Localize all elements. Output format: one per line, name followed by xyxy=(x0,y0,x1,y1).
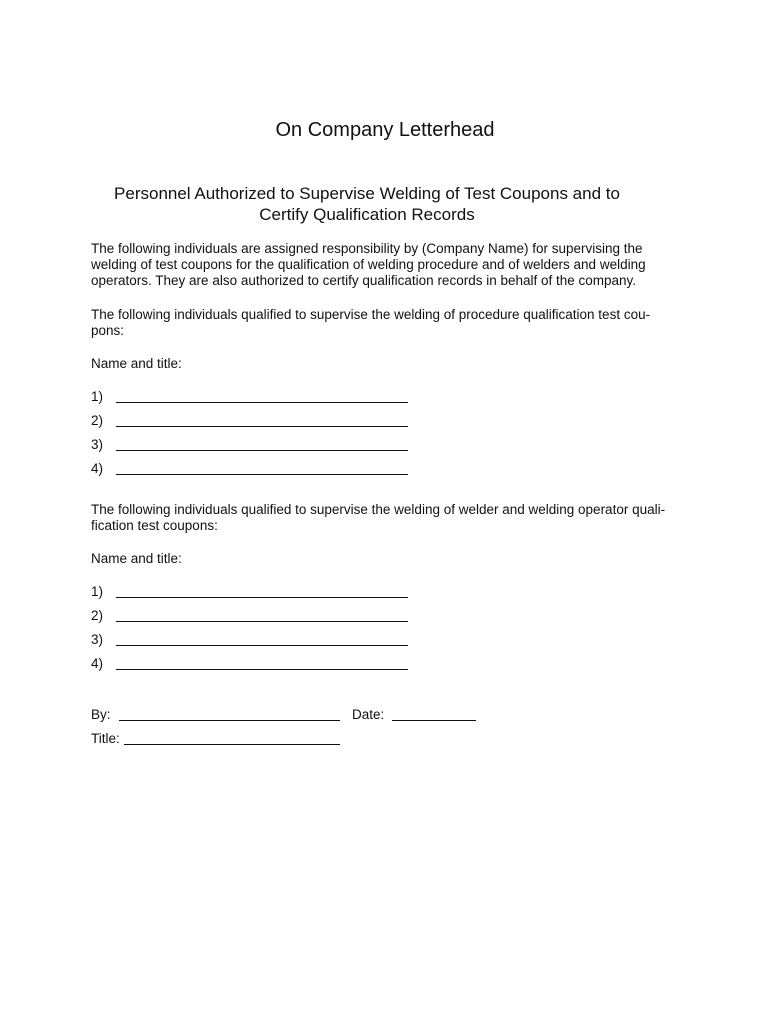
by-signature-line[interactable] xyxy=(119,720,340,721)
title-label: Title: xyxy=(91,731,120,746)
entry-number: 4) xyxy=(91,461,104,476)
welder-line-2: fication test coupons: xyxy=(91,518,218,533)
title-line[interactable] xyxy=(124,744,340,745)
entry-blank-line[interactable] xyxy=(116,402,408,403)
intro-line-2: welding of test coupons for the qualification of welding procedure and of welders and welding xyxy=(91,257,646,272)
entry-number: 2) xyxy=(91,413,104,428)
entry-number: 3) xyxy=(91,632,104,647)
intro-paragraph xyxy=(91,241,691,289)
date-label: Date: xyxy=(352,707,385,722)
procedure-name-title-label: Name and title: xyxy=(91,356,182,371)
letterhead-heading: On Company Letterhead xyxy=(275,119,495,141)
entry-blank-line[interactable] xyxy=(116,426,408,427)
welder-name-title-label: Name and title: xyxy=(91,551,182,566)
welder-paragraph xyxy=(91,502,691,534)
procedure-line-2: pons: xyxy=(91,323,125,338)
entry-blank-line[interactable] xyxy=(116,597,408,598)
intro-line-1: The following individuals are assigned responsibility by (Company Name) for supervising the xyxy=(91,241,643,256)
by-label: By: xyxy=(91,707,111,722)
entry-number: 2) xyxy=(91,608,104,623)
procedure-line-1: The following individuals qualified to supervise the welding of procedure qualification test cou- xyxy=(91,307,651,322)
entry-blank-line[interactable] xyxy=(116,669,408,670)
entry-number: 1) xyxy=(91,389,104,404)
intro-line-3: operators. They are also authorized to certify qualification records in behalf of the company. xyxy=(91,273,637,288)
date-line[interactable] xyxy=(392,720,476,721)
procedure-paragraph xyxy=(91,307,691,339)
entry-blank-line[interactable] xyxy=(116,474,408,475)
entry-blank-line[interactable] xyxy=(116,450,408,451)
entry-number: 1) xyxy=(91,584,104,599)
document-title xyxy=(60,183,674,225)
entry-number: 4) xyxy=(91,656,104,671)
document-title-line-1: Personnel Authorized to Supervise Welding of Test Coupons and to xyxy=(114,184,620,203)
welder-line-1: The following individuals qualified to supervise the welding of welder and welding operator quali- xyxy=(91,502,666,517)
entry-blank-line[interactable] xyxy=(116,621,408,622)
document-title-line-2: Certify Qualification Records xyxy=(259,205,475,224)
entry-blank-line[interactable] xyxy=(116,645,408,646)
entry-number: 3) xyxy=(91,437,104,452)
